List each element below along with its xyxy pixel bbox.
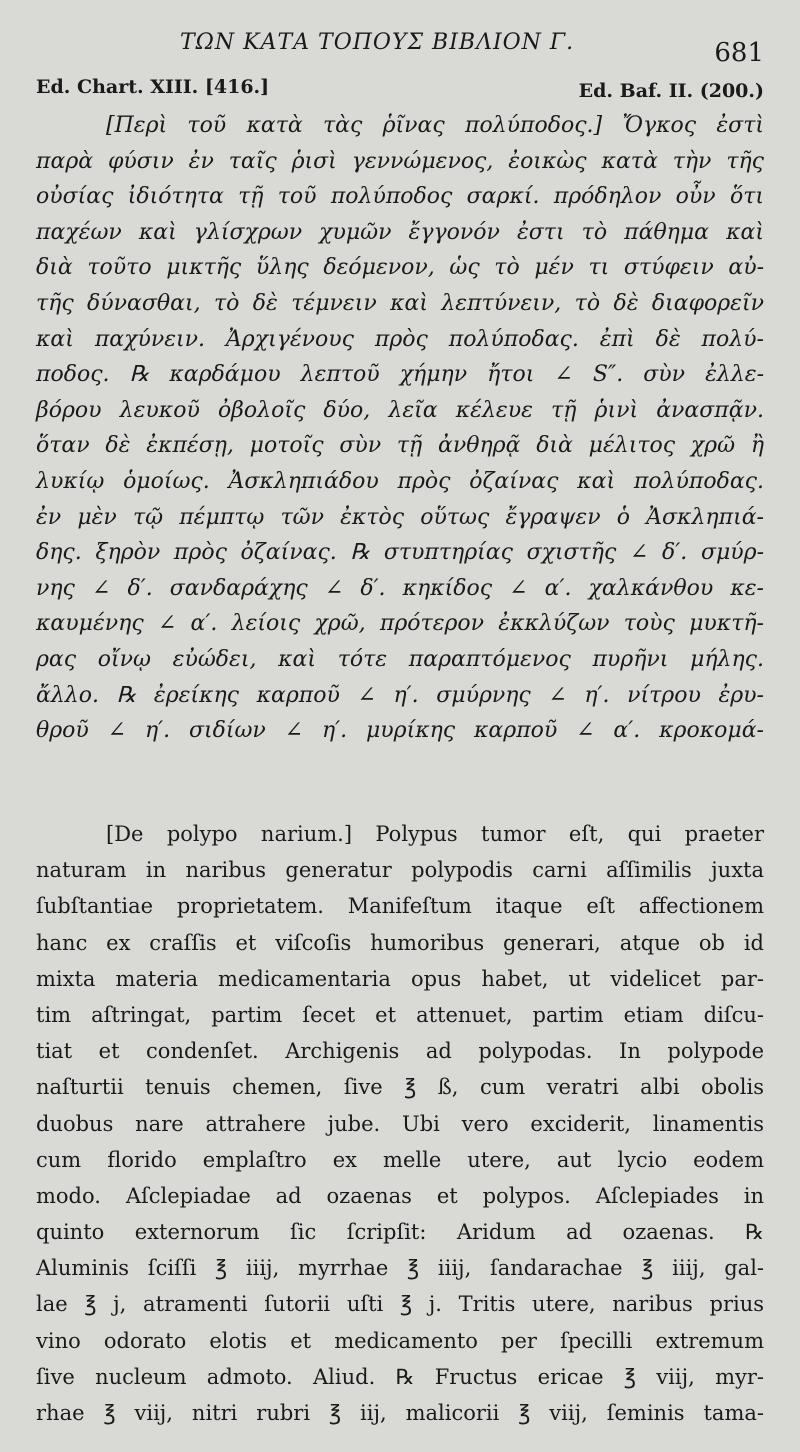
latin-line: vino odorato elotis et medicamento per ſpecilli extremum (36, 1328, 764, 1353)
greek-line: ρας οἴνῳ εὐώδει, καὶ τότε παραπτόμενος πυρῆνι μήλης. (36, 646, 764, 672)
latin-line: tim aſtringat, partim ſecet et attenuet, partim etiam diſcu- (36, 1002, 764, 1027)
greek-line: νης ∠ δ′. σανδαράχης ∠ δ′. κηκίδος ∠ α′. χαλκάνθου κε- (36, 575, 764, 601)
greek-line: δης. ξηρὸν πρὸς ὀζαίνας. ℞ στυπτηρίας σχιστῆς ∠ δ′. σμύρ- (36, 540, 764, 566)
latin-line: modo. Aſclepiadae ad ozaenas et polypos. Aſclepiades in (36, 1183, 764, 1208)
latin-line: naturam in naribus generatur polypodis carni aſſimilis juxta (36, 858, 764, 883)
greek-line: ὅταν δὲ ἐκπέσῃ, μοτοῖς σὺν τῇ ἀνθηρᾷ διὰ μέλιτος χρῶ ἢ (36, 433, 764, 459)
greek-line: τῆς δύνασθαι, τὸ δὲ τέμνειν καὶ λεπτύνειν, τὸ δὲ διαφορεῖν (36, 290, 764, 316)
edition-reference-right: Ed. Baf. II. (200.) (578, 80, 764, 102)
greek-line: οὐσίας ἰδιότητα τῇ τοῦ πολύποδος σαρκί. πρόδηλον οὖν ὅτι (36, 184, 764, 210)
latin-line: ſive nucleum admoto. Aliud. ℞ Fructus ericae ℥ viij, myr- (36, 1364, 764, 1389)
latin-line: hanc ex craſſis et viſcoſis humoribus generari, atque ob id (36, 930, 764, 955)
greek-line: παρὰ φύσιν ἐν ταῖς ῥισὶ γεννώμενος, ἐοικὼς κατὰ τὴν τῆς (36, 148, 764, 174)
latin-line: Aluminis ſciſſi ℥ iiij, myrrhae ℥ iiij, ſandarachae ℥ iiij, gal- (36, 1256, 764, 1281)
latin-line: [De polypo narium.] Polypus tumor eſt, qui praeter (106, 822, 764, 846)
greek-text-block (36, 108, 764, 749)
greek-line: καὶ παχύνειν. Ἀρχιγένους πρὸς πολύποδας. ἐπὶ δὲ πολύ- (36, 326, 764, 352)
latin-line: ſubſtantiae proprietatem. Manifeſtum itaque eſt affectionem (36, 894, 764, 919)
latin-line: lae ℥ j, atramenti ſutorii uſti ℥ j. Tritis utere, naribus prius (36, 1292, 764, 1317)
latin-line: tiat et condenſet. Archigenis ad polypodas. In polypode (36, 1039, 764, 1064)
latin-line: duobus nare attrahere jube. Ubi vero exciderit, linamentis (36, 1111, 764, 1136)
latin-line: mixta materia medicamentaria opus habet, ut videlicet par- (36, 966, 764, 991)
latin-line: cum florido emplaſtro ex melle utere, aut lycio eodem (36, 1147, 764, 1172)
edition-reference-left: Ed. Chart. XIII. [416.] (36, 76, 270, 98)
page-number: 681 (714, 38, 764, 68)
greek-line: ἄλλο. ℞ ἐρείκης καρποῦ ∠ η′. σμύρνης ∠ η′. νίτρου ἐρυ- (36, 682, 764, 708)
latin-line: naſturtii tenuis chemen, ſive ℥ ß, cum veratri albi obolis (36, 1075, 764, 1100)
greek-line: ἐν μὲν τῷ πέμπτῳ τῶν ἐκτὸς οὕτως ἔγραψεν ὁ Ἀσκληπιά- (36, 504, 764, 530)
latin-line: quinto externorum ſic ſcripſit: Aridum ad ozaenas. ℞ (36, 1220, 764, 1245)
greek-line: [Περὶ τοῦ κατὰ τὰς ῥῖνας πολύποδος.] Ὄγκος ἐστὶ (106, 113, 764, 138)
greek-line: καυμένης ∠ α′. λείοις χρῶ, πρότερον ἐκκλύζων τοὺς μυκτῆ- (36, 611, 764, 637)
running-head: ΤΩΝ ΚΑΤΑ ΤΟΠΟΥΣ ΒΙΒΛΙΟΝ Γ. (180, 30, 575, 55)
latin-text-block (36, 816, 764, 1431)
greek-line: θροῦ ∠ η′. σιδίων ∠ η′. μυρίκης καρποῦ ∠ α′. κροκομά- (36, 718, 764, 744)
greek-line: ποδος. ℞ καρδάμου λεπτοῦ χήμην ἤτοι ∠ S″. σὺν ἐλλε- (36, 362, 764, 388)
greek-line: διὰ τοῦτο μικτῆς ὕλης δεόμενον, ὡς τὸ μέν τι στύφειν αὐ- (36, 255, 764, 281)
greek-line: παχέων καὶ γλίσχρων χυμῶν ἔγγονόν ἐστι τὸ πάθημα καὶ (36, 219, 764, 245)
greek-line: βόρου λευκοῦ ὀβολοῖς δύο, λεῖα κέλευε τῇ ῥινὶ ἀνασπᾷν. (36, 397, 764, 423)
latin-line: rhae ℥ viij, nitri rubri ℥ iij, malicorii ℥ viij, ſeminis tama- (36, 1401, 764, 1425)
greek-line: λυκίῳ ὁμοίως. Ἀσκληπιάδου πρὸς ὀζαίνας καὶ πολύποδας. (36, 468, 764, 494)
